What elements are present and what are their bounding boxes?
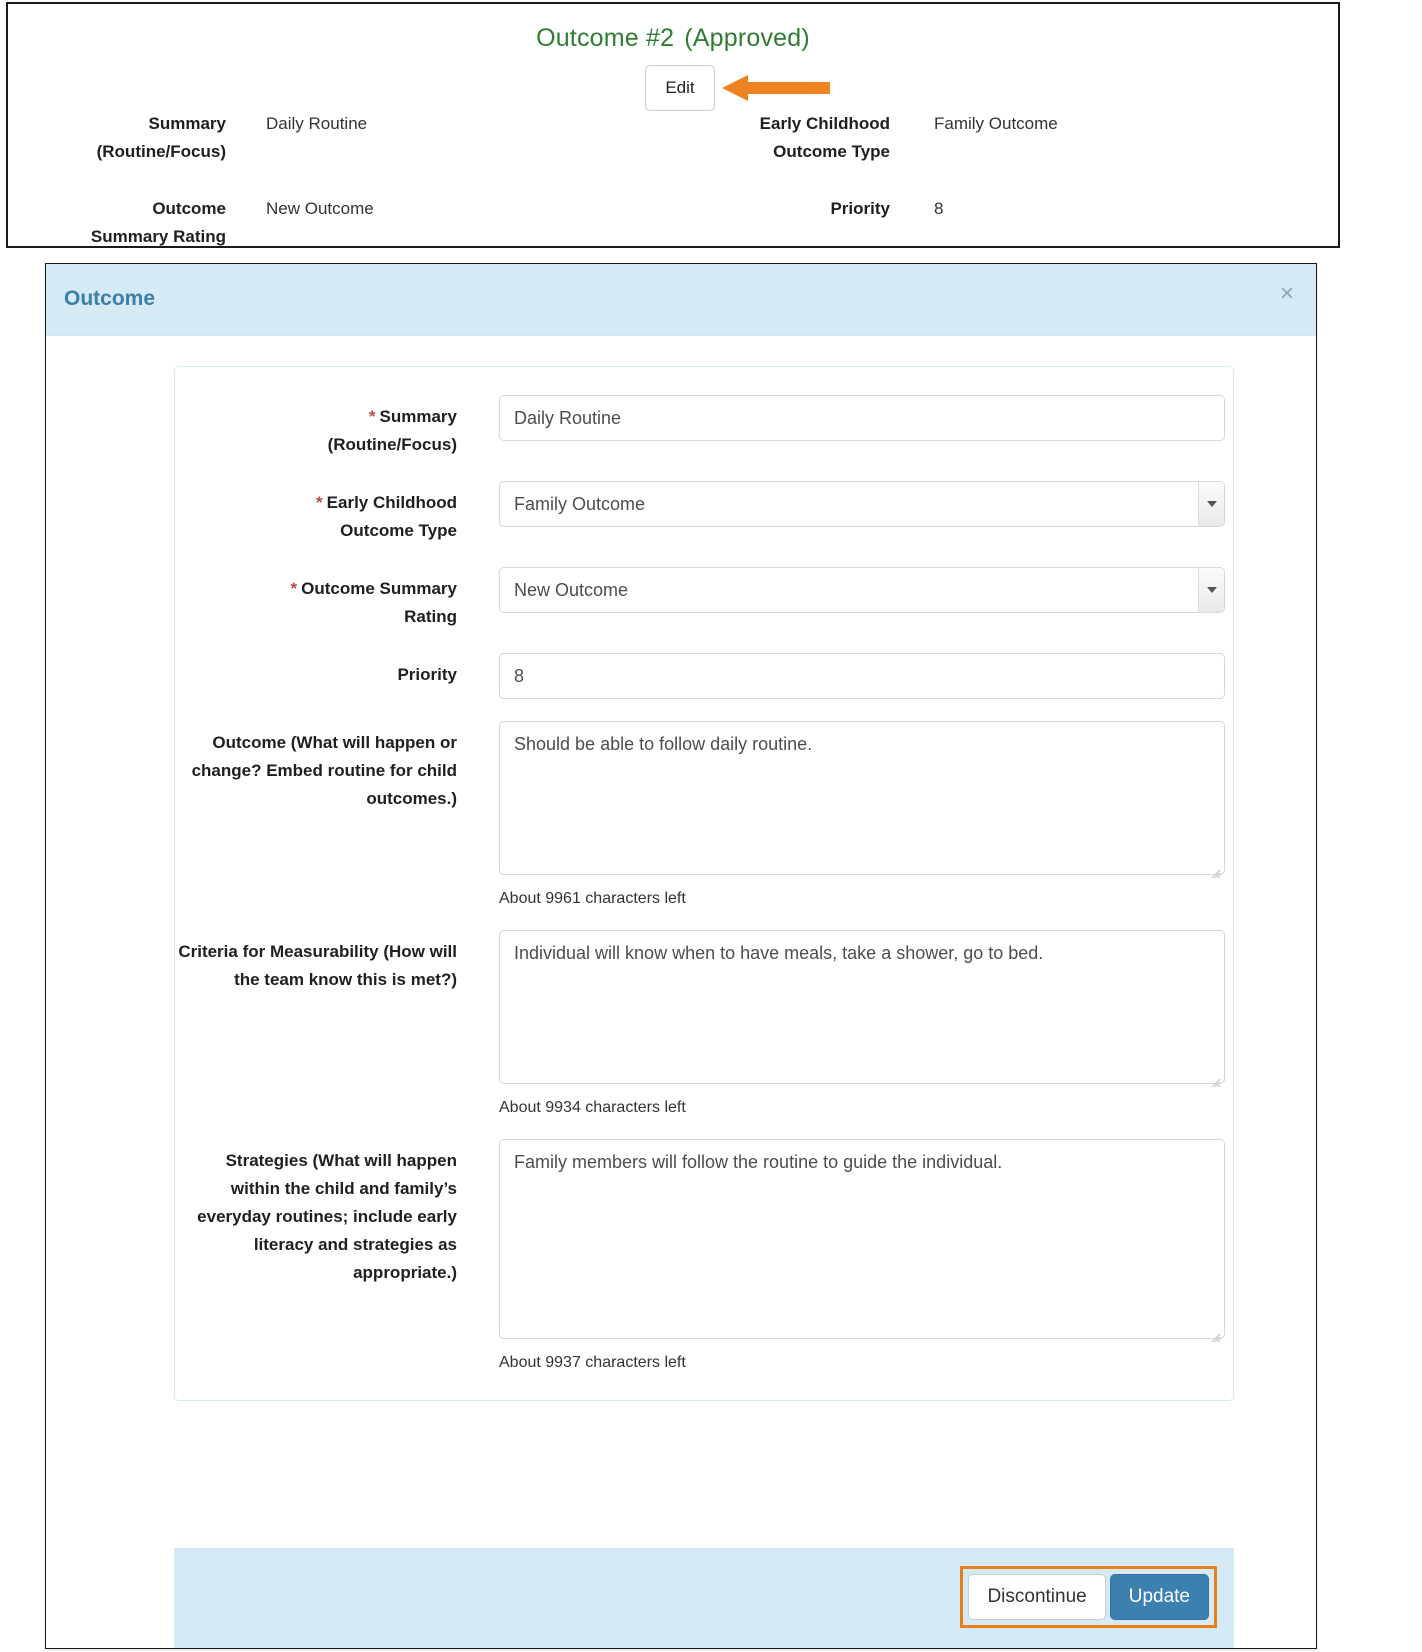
outcome-title-text: Outcome #2 bbox=[536, 24, 675, 52]
label-summary-rating bbox=[175, 567, 457, 631]
control-priority bbox=[457, 653, 1225, 699]
control-outcome bbox=[457, 721, 1225, 908]
label-summary-rating-line2: Rating bbox=[404, 607, 457, 626]
field-row-criteria bbox=[175, 930, 1205, 1117]
criteria-char-counter: About 9934 characters left bbox=[499, 1099, 686, 1116]
value-priority: 8 bbox=[934, 199, 944, 218]
label-outcome-type bbox=[175, 481, 457, 545]
modal-body bbox=[46, 336, 1316, 1401]
value-summary-rating: New Outcome bbox=[266, 199, 374, 218]
label-summary-rating-line1: Outcome Summary bbox=[301, 579, 457, 598]
kv-spacer bbox=[8, 170, 1338, 199]
modal-header bbox=[46, 264, 1316, 336]
value-summary: Daily Routine bbox=[266, 114, 368, 133]
outcome-type-select-wrapper[interactable] bbox=[499, 481, 1225, 527]
edit-button[interactable]: Edit bbox=[645, 65, 715, 111]
summary-input[interactable] bbox=[499, 395, 1225, 441]
summary-rating-select[interactable] bbox=[499, 567, 1225, 613]
close-icon[interactable]: × bbox=[1274, 281, 1300, 307]
label-summary-rating: Outcome bbox=[152, 199, 226, 218]
label-outcome-type: Early Childhood bbox=[759, 114, 890, 133]
page-title bbox=[8, 24, 1338, 53]
annotation-arrow-icon bbox=[722, 74, 842, 102]
label-strategies: Strategies (What will happen within the child and family’s everyday routines; include early literacy and strategies as appropriate.) bbox=[197, 1151, 457, 1282]
kv-row-rating-cont bbox=[8, 227, 1338, 255]
priority-input[interactable] bbox=[499, 653, 1225, 699]
field-row-summary-rating bbox=[175, 567, 1205, 631]
control-outcome-type bbox=[457, 481, 1225, 527]
control-criteria bbox=[457, 930, 1225, 1117]
control-strategies bbox=[457, 1139, 1225, 1372]
criteria-textarea[interactable] bbox=[499, 930, 1225, 1084]
label-criteria: Criteria for Measurability (How will the team know this is met?) bbox=[178, 942, 457, 989]
criteria-textarea-wrapper bbox=[499, 930, 1225, 1089]
label-summary-rating-line2: Summary Rating bbox=[90, 227, 226, 246]
required-marker: * bbox=[368, 407, 376, 426]
field-row-priority bbox=[175, 653, 1205, 699]
outcome-char-counter: About 9961 characters left bbox=[499, 890, 686, 907]
label-summary bbox=[175, 395, 457, 459]
modal-title: Outcome bbox=[64, 287, 156, 310]
label-summary-line1: Summary bbox=[379, 407, 457, 426]
outcome-key-values bbox=[8, 114, 1338, 255]
label-summary: Summary bbox=[148, 114, 226, 133]
footer-button-group-highlight bbox=[960, 1566, 1217, 1628]
outcome-summary-panel bbox=[6, 2, 1340, 248]
kv-row-summary-cont bbox=[8, 142, 1338, 170]
outcome-textarea-wrapper bbox=[499, 721, 1225, 880]
strategies-textarea[interactable] bbox=[499, 1139, 1225, 1339]
label-priority: Priority bbox=[397, 665, 457, 684]
outcome-form bbox=[174, 366, 1234, 1401]
control-summary bbox=[457, 395, 1225, 441]
strategies-textarea-wrapper bbox=[499, 1139, 1225, 1344]
label-outcome: Outcome (What will happen or change? Embed routine for child outcomes.) bbox=[191, 733, 457, 808]
label-outcome-type-line1: Early Childhood bbox=[326, 493, 457, 512]
kv-row-rating bbox=[8, 199, 1338, 227]
label-outcome-type-line2: Outcome Type bbox=[340, 521, 457, 540]
summary-rating-select-wrapper[interactable] bbox=[499, 567, 1225, 613]
outcome-modal bbox=[45, 263, 1317, 1649]
strategies-char-counter: About 9937 characters left bbox=[499, 1354, 686, 1371]
field-row-outcome bbox=[175, 721, 1205, 908]
field-row-strategies bbox=[175, 1139, 1205, 1372]
label-summary-line2: (Routine/Focus) bbox=[96, 142, 226, 161]
update-button[interactable]: Update bbox=[1110, 1574, 1209, 1620]
kv-row-summary bbox=[8, 114, 1338, 142]
outcome-status-badge: (Approved) bbox=[684, 24, 810, 52]
field-row-outcome-type bbox=[175, 481, 1205, 545]
required-marker: * bbox=[290, 579, 298, 598]
discontinue-button[interactable]: Discontinue bbox=[968, 1574, 1105, 1620]
label-outcome-type-line2: Outcome Type bbox=[773, 142, 890, 161]
required-marker: * bbox=[316, 493, 323, 512]
label-priority: Priority bbox=[830, 199, 890, 218]
field-row-summary bbox=[175, 395, 1205, 459]
outcome-textarea[interactable] bbox=[499, 721, 1225, 875]
modal-footer bbox=[174, 1548, 1234, 1648]
outcome-type-select[interactable] bbox=[499, 481, 1225, 527]
edit-row bbox=[8, 65, 1338, 111]
label-summary-line2: (Routine/Focus) bbox=[327, 435, 457, 454]
value-outcome-type: Family Outcome bbox=[934, 114, 1058, 133]
control-summary-rating bbox=[457, 567, 1225, 613]
